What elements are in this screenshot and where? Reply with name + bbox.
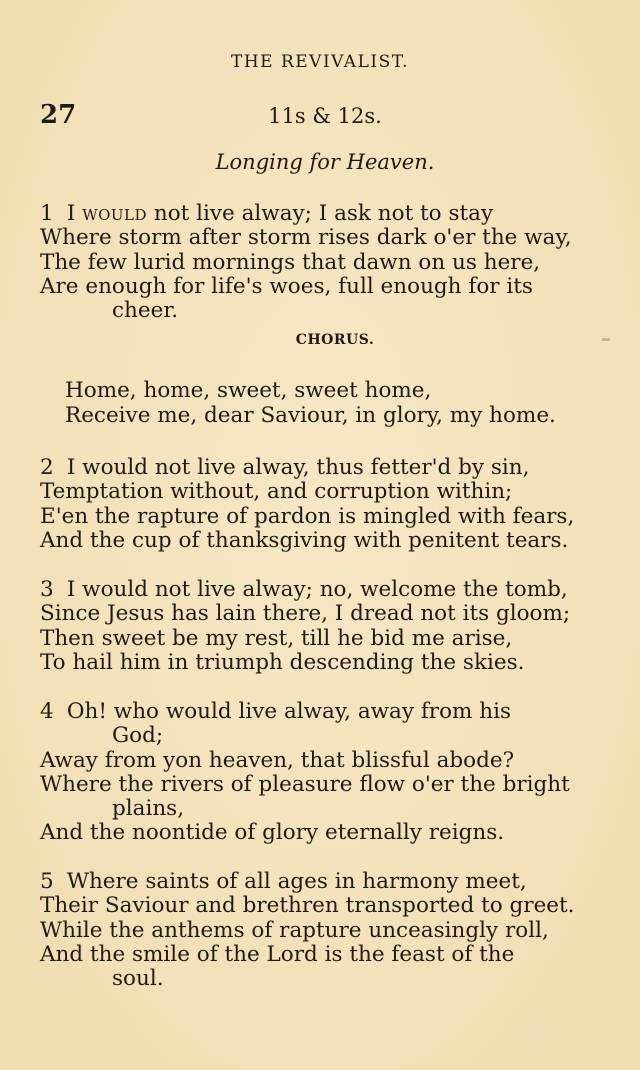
stanza-4 [40,700,615,846]
smallcaps-word: would [82,201,148,226]
stanza-3-line-3: Then sweet be my rest, till he bid me arise, [40,625,513,651]
stanza-2-line-3: E'en the rapture of pardon is mingled with fears, [40,503,575,529]
hymn-meter: 11s & 12s. [268,104,382,128]
verse-number: 2 [40,455,54,480]
stanza-4-line-1-cont: God; [112,723,164,749]
stanza-5-line-4-cont: soul. [112,966,164,992]
stanza-4-line-3-cont: plains, [112,796,185,822]
chorus [65,378,556,428]
chorus-line-1: Home, home, sweet, sweet home, [65,378,432,403]
verse-number: 4 [40,699,54,724]
stanza-1-line-2: Where storm after storm rises dark o'er the way, [40,225,572,251]
line-text: I would not live alway, thus fetter'd by sin, [66,455,530,480]
stanza-2-line-4: And the cup of thanksgiving with penitent tears. [40,527,569,553]
verse-number: 3 [40,577,54,602]
stanza-3 [40,578,615,675]
hymn-title: Longing for Heaven. [215,150,435,174]
stanza-4-line-3: Where the rivers of pleasure flow o'er the bright [40,771,570,797]
stanza-4-line-1 [40,700,615,724]
stanza-5-line-3: While the anthems of rapture unceasingly roll, [40,917,549,943]
line-rest: not live alway; I ask not to stay [153,201,494,226]
first-word: I [66,201,76,226]
verse-number: 5 [40,869,54,894]
stanza-5-line-1 [40,870,615,894]
hymn-number: 27 [40,100,77,130]
stanza-1-line-4: Are enough for life's woes, full enough for its [40,273,533,299]
stanza-2-line-1 [40,456,615,480]
verse-number: 1 [40,201,54,226]
stanza-5-line-4: And the smile of the Lord is the feast of the [40,941,515,967]
chorus-line-2: Receive me, dear Saviour, in glory, my home. [65,403,556,428]
paper-speck [602,338,610,341]
stanza-1-line-3: The few lurid mornings that dawn on us here, [40,249,541,275]
stanza-5-line-2: Their Saviour and brethren transported to greet. [40,893,575,919]
stanza-2 [40,456,615,553]
stanza-1 [40,202,615,323]
stanza-3-line-1 [40,578,615,602]
line-text: Where saints of all ages in harmony meet, [66,869,527,894]
running-head: THE REVIVALIST. [231,52,409,72]
stanza-4-line-2: Away from yon heaven, that blissful abode? [40,747,515,773]
line-text: Oh! who would live alway, away from his [66,699,511,724]
stanza-1-line-1 [40,202,615,226]
stanza-5 [40,870,615,991]
stanza-3-line-2: Since Jesus has lain there, I dread not its gloom; [40,601,571,627]
stanza-4-line-4: And the noontide of glory eternally reigns. [40,820,505,846]
chorus-label: CHORUS. [295,332,375,348]
stanza-2-line-2: Temptation without, and corruption within; [40,479,513,505]
stanza-1-line-4-cont: cheer. [112,298,179,324]
stanza-3-line-4: To hail him in triumph descending the skies. [40,649,525,675]
line-text: I would not live alway; no, welcome the tomb, [66,577,568,602]
